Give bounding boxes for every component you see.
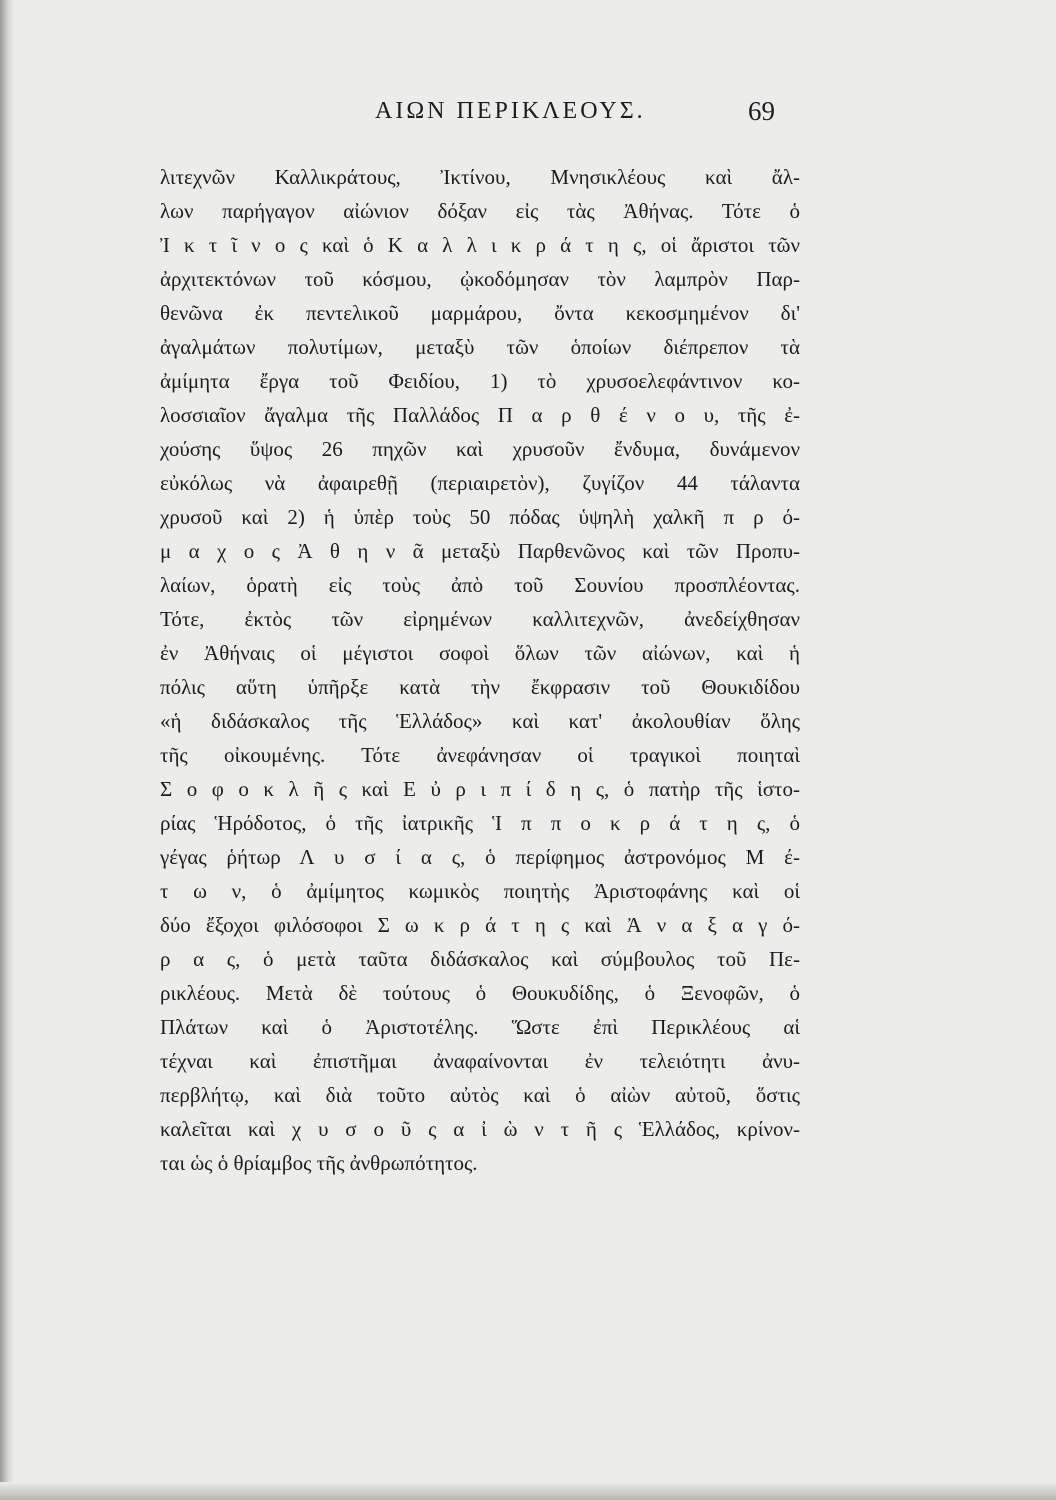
text-line: λων παρήγαγον αἰώνιον δόξαν εἰς τὰς Ἀθήνας. Τότε ὁ <box>160 199 800 223</box>
text-line: ἀρχιτεκτόνων τοῦ κόσμου, ᾠκοδόμησαν τὸν λαμπρὸν Παρ- <box>160 267 800 291</box>
text-line: ἐν Ἀθήναις οἱ μέγιστοι σοφοὶ ὅλων τῶν αἰώνων, καὶ ἡ <box>160 641 800 665</box>
text-line: Πλάτων καὶ ὁ Ἀριστοτέλης. Ὥστε ἐπὶ Περικλέους αἱ <box>160 1015 800 1039</box>
text-line: τέχναι καὶ ἐπιστῆμαι ἀναφαίνονται ἐν τελειότητι ἀνυ- <box>160 1049 800 1073</box>
text-line: Ἰ κ τ ῖ ν ο ς καὶ ὁ Κ α λ λ ι κ ρ ά τ η ς, οἱ ἄριστοι τῶν <box>160 233 800 257</box>
text-line: τῆς οἰκουμένης. Τότε ἀνεφάνησαν οἱ τραγικοὶ ποιηταὶ <box>160 743 800 767</box>
text-line: τ ω ν, ὁ ἀμίμητος κωμικὸς ποιητὴς Ἀριστοφάνης καὶ οἱ <box>160 879 800 903</box>
text-line: καλεῖται καὶ χ υ σ ο ῦ ς α ἰ ὼ ν τ ῆ ς Ἑλλάδος, κρίνον- <box>160 1117 800 1141</box>
text-line: μ α χ ο ς Ἀ θ η ν ᾶ μεταξὺ Παρθενῶνος καὶ τῶν Προπυ- <box>160 539 800 563</box>
text-line: γέγας ῥήτωρ Λ υ σ ί α ς, ὁ περίφημος ἀστρονόμος Μ έ- <box>160 845 800 869</box>
body-text <box>160 160 800 1180</box>
text-line: Σ ο φ ο κ λ ῆ ς καὶ Ε ὐ ρ ι π ί δ η ς, ὁ πατὴρ τῆς ἱστο- <box>160 777 800 801</box>
text-line: περβλήτῳ, καὶ διὰ τοῦτο αὐτὸς καὶ ὁ αἰὼν αὐτοῦ, ὅστις <box>160 1083 800 1107</box>
text-line: πόλις αὕτη ὑπῆρξε κατὰ τὴν ἔκφρασιν τοῦ Θουκιδίδου <box>160 675 800 699</box>
text-line: λιτεχνῶν Καλλικράτους, Ἰκτίνου, Μνησικλέους καὶ ἄλ- <box>160 165 800 189</box>
page-number: 69 <box>748 96 775 126</box>
text-line: δύο ἔξοχοι φιλόσοφοι Σ ω κ ρ ά τ η ς καὶ Ἀ ν α ξ α γ ό- <box>160 913 800 937</box>
text-line: λαίων, ὁρατὴ εἰς τοὺς ἀπὸ τοῦ Σουνίου προσπλέοντας. <box>160 573 800 597</box>
text-line: ρίας Ἡρόδοτος, ὁ τῆς ἰατρικῆς Ἱ π π ο κ ρ ά τ η ς, ὁ <box>160 811 800 835</box>
text-line: «ἡ διδάσκαλος τῆς Ἑλλάδος» καὶ κατ' ἀκολουθίαν ὅλης <box>160 709 800 733</box>
text-line: λοσσιαῖον ἄγαλμα τῆς Παλλάδος Π α ρ θ έ ν ο υ, τῆς ἐ- <box>160 403 800 427</box>
text-line: ται ὡς ὁ θρίαμβος τῆς ἀνθρωπότητος. <box>160 1151 478 1175</box>
text-line: ρ α ς, ὁ μετὰ ταῦτα διδάσκαλος καὶ σύμβουλος τοῦ Πε- <box>160 947 800 971</box>
text-line: χρυσοῦ καὶ 2) ἡ ὑπὲρ τοὺς 50 πόδας ὑψηλὴ χαλκῆ π ρ ό- <box>160 505 800 529</box>
text-line: ἀμίμητα ἔργα τοῦ Φειδίου, 1) τὸ χρυσοελεφάντινον κο- <box>160 369 800 393</box>
running-head: ΑΙΩΝ ΠΕΡΙΚΛΕΟΥΣ. <box>375 98 646 124</box>
text-line: χούσης ὕψος 26 πηχῶν καὶ χρυσοῦν ἔνδυμα, δυνάμενον <box>160 437 800 461</box>
text-line: θενῶνα ἐκ πεντελικοῦ μαρμάρου, ὄντα κεκοσμημένον δι' <box>160 301 800 325</box>
text-line: ἀγαλμάτων πολυτίμων, μεταξὺ τῶν ὁποίων διέπρεπον τὰ <box>160 335 800 359</box>
text-line: Τότε, ἐκτὸς τῶν εἰρημένων καλλιτεχνῶν, ἀνεδείχθησαν <box>160 607 800 631</box>
text-line: εὐκόλως νὰ ἀφαιρεθῇ (περιαιρετὸν), ζυγίζον 44 τάλαντα <box>160 471 800 495</box>
text-line: ρικλέους. Μετὰ δὲ τούτους ὁ Θουκυδίδης, ὁ Ξενοφῶν, ὁ <box>160 981 800 1005</box>
